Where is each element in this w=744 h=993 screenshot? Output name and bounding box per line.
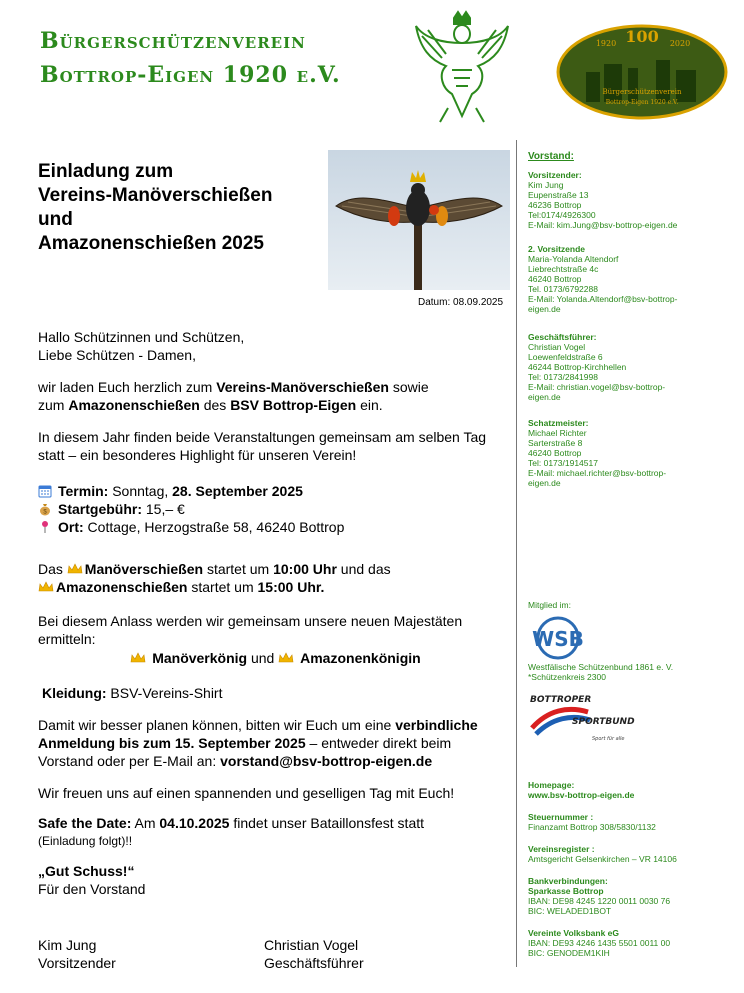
bank-iban: IBAN: DE98 4245 1220 0011 0030 76 [528, 896, 671, 906]
heading-line: Einladung zum [38, 161, 174, 182]
board-vice [528, 244, 738, 314]
greeting [38, 328, 513, 364]
bank-name: Vereinte Volksbank eG [528, 928, 620, 938]
location-value: Cottage, Herzogstraße 58, 46240 Bottrop [83, 519, 345, 535]
bank-label: Bankverbindungen: [528, 876, 608, 886]
contact-email: vorstand@bsv-bottrop-eigen.de [220, 753, 433, 769]
crown-icon [278, 652, 294, 664]
king-title: Manöverkönig [152, 650, 248, 666]
jubilee-club-line1: Bürgerschützenverein [602, 88, 682, 96]
event-name: Vereins-Manöverschießen [216, 379, 389, 395]
register-block [528, 844, 738, 864]
eagle-crest-icon [412, 8, 512, 126]
signature-gf [264, 936, 464, 972]
dress-code [42, 684, 517, 702]
event-name: Amazonenschießen [68, 397, 200, 413]
bank-bic: BIC: WELADED1BOT [528, 906, 612, 916]
text: Bei diesem Anlass werden wir gemeinsam unsere neuen Majestäten [38, 613, 463, 629]
contact-line: Tel: 0173/2841998 [528, 372, 598, 382]
text: (Einladung folgt)!! [38, 834, 133, 848]
termin-date: 28. September 2025 [172, 483, 303, 499]
invitation-heading [38, 160, 328, 256]
signer-role: Vorsitzender [38, 955, 116, 971]
jubilee-logo-icon [556, 24, 728, 120]
heading-line: und [38, 209, 73, 230]
bank-name: Sparkasse Bottrop [528, 886, 604, 896]
sportbund-top-text: BOTTROPER [530, 695, 592, 705]
crown-icon [38, 581, 54, 593]
text: des [199, 397, 231, 413]
signature-chair [38, 936, 238, 972]
contact-email: E-Mail: Yolanda.Altendorf@bsv-bottrop- [528, 294, 678, 304]
club-name-line2: Bottrop-Eigen 1920 e.V. [40, 62, 341, 88]
bank2-block [528, 928, 738, 958]
column-divider [516, 140, 517, 967]
text: zum [38, 397, 69, 413]
contact-line: Loewenfeldstraße 6 [528, 352, 603, 362]
text: wir laden Euch herzlich zum [38, 379, 217, 395]
bank-iban: IBAN: DE93 4246 1435 5501 0011 00 [528, 938, 671, 948]
text: Für den Vorstand [38, 881, 146, 897]
contact-line: Michael Richter [528, 428, 587, 438]
std-date: 04.10.2025 [159, 815, 230, 831]
text: Damit wir besser planen können, bitten wir Euch um eine [38, 717, 396, 733]
contact-line: 46236 Bottrop [528, 200, 582, 210]
contact-email: eigen.de [528, 478, 561, 488]
text: und [247, 650, 279, 666]
signer-name: Kim Jung [38, 937, 97, 953]
text: Am [131, 815, 160, 831]
majesty-titles [38, 650, 513, 666]
contact-email: E-Mail: kim.Jung@bsv-bottrop-eigen.de [528, 220, 678, 230]
fee-value: 15,– € [142, 501, 185, 517]
register-label: Vereinsregister : [528, 844, 595, 854]
signer-role: Geschäftsführer [264, 955, 364, 971]
board-chair [528, 170, 738, 230]
text: sowie [388, 379, 429, 395]
same-day-paragraph [38, 428, 513, 464]
board-title [528, 152, 738, 162]
contact-line: Tel:0174/4926300 [528, 210, 596, 220]
sportbund-tagline: Sport für alle [592, 736, 625, 742]
jubilee-year-start: 1920 [595, 39, 617, 48]
contact-email: E-Mail: michael.richter@bsv-bottrop- [528, 468, 667, 478]
tax-block [528, 812, 738, 832]
contact-line: Maria-Yolanda Altendorf [528, 254, 619, 264]
association-name: Westfälische Schützenbund 1861 e. V. [528, 662, 674, 672]
pushpin-icon [38, 520, 52, 534]
text: statt – ein besonderes Highlight für unseren Verein! [38, 447, 357, 463]
association-district: *Schützenkreis 2300 [528, 672, 606, 682]
dress-value: BSV-Vereins-Shirt [106, 685, 223, 701]
heading-line: Amazonenschießen 2025 [38, 233, 264, 254]
location-label: Ort: [58, 519, 84, 535]
homepage-url: www.bsv-bottrop-eigen.de [528, 790, 635, 800]
money-bag-icon [38, 502, 52, 516]
closing-phrase: „Gut Schuss!“ [38, 863, 135, 879]
text: ermitteln: [38, 631, 96, 647]
registration-paragraph [38, 716, 513, 770]
register-number: Amtsgericht Gelsenkirchen – VR 14106 [528, 854, 677, 864]
contact-email: E-Mail: christian.vogel@bsv-bottrop- [528, 382, 666, 392]
letter-date: Datum: 08.09.2025 [418, 297, 504, 308]
tax-label: Steuernummer : [528, 812, 594, 822]
text: und das [336, 561, 391, 577]
start-times [38, 560, 513, 596]
text: startet um [187, 579, 258, 595]
wsb-logo-text: WSB [532, 627, 584, 651]
sidebar-title: Vorstand: [528, 151, 574, 162]
member-of-label: Mitglied im: [528, 600, 571, 610]
queen-title: Amazonenkönigin [300, 650, 421, 666]
wsb-logo-icon [528, 614, 588, 662]
text: Das [38, 561, 67, 577]
tax-number: Finanzamt Bottrop 308/5830/1132 [528, 822, 656, 832]
bank-block [528, 876, 738, 916]
start-time: 10:00 Uhr [273, 561, 337, 577]
std-label: Safe the Date: [38, 815, 132, 831]
role-label: 2. Vorsitzende [528, 244, 585, 254]
save-the-date [38, 814, 513, 850]
homepage-block [528, 780, 738, 800]
text: Sonntag, [108, 483, 173, 499]
crown-icon [130, 652, 146, 664]
calendar-icon [38, 484, 52, 498]
deadline: Anmeldung bis zum 15. September 2025 [38, 735, 306, 751]
text: Vorstand oder per E-Mail an: [38, 753, 221, 769]
contact-line: Tel: 0173/1914517 [528, 458, 598, 468]
event-name: Manöverschießen [84, 561, 204, 577]
sportbund-logo-icon [528, 692, 658, 746]
bank-bic: BIC: GENODEM1KIH [528, 948, 610, 958]
club-name-line1: Bürgerschützenverein [40, 28, 306, 54]
contact-line: Kim Jung [528, 180, 564, 190]
contact-line: Eupenstraße 13 [528, 190, 589, 200]
contact-line: Tel. 0173/6792288 [528, 284, 598, 294]
contact-line: 46240 Bottrop [528, 274, 582, 284]
club-name: BSV Bottrop-Eigen [230, 397, 357, 413]
greeting-line: Liebe Schützen - Damen, [38, 347, 196, 363]
wsb-info [528, 662, 738, 682]
text-bold: verbindliche [395, 717, 478, 733]
role-label: Geschäftsführer: [528, 332, 597, 342]
greeting-line: Hallo Schützinnen und Schützen, [38, 329, 245, 345]
text: – entweder direkt beim [305, 735, 452, 751]
text: findet unser Bataillonsfest statt [229, 815, 425, 831]
heading-line: Vereins-Manöverschießen [38, 185, 273, 206]
jubilee-year-end: 2020 [669, 39, 691, 48]
wooden-bird-photo [328, 150, 510, 290]
board-treasurer [528, 418, 738, 488]
text: ein. [356, 397, 383, 413]
board-gf [528, 332, 738, 402]
dress-label: Kleidung: [42, 685, 107, 701]
crown-icon [67, 563, 83, 575]
signer-name: Christian Vogel [264, 937, 359, 953]
contact-line: Liebrechtstraße 4c [528, 264, 599, 274]
jubilee-number: 100 [625, 27, 659, 46]
majesty-paragraph [38, 612, 513, 648]
contact-email: eigen.de [528, 392, 561, 402]
text: startet um [203, 561, 274, 577]
role-label: Schatzmeister: [528, 418, 589, 428]
closing [38, 862, 513, 898]
start-time: 15:00 Uhr. [257, 579, 325, 595]
event-name: Amazonenschießen [56, 579, 188, 595]
event-details [38, 482, 513, 536]
svg-text:$: $ [43, 509, 47, 516]
fee-label: Startgebühr: [58, 501, 142, 517]
jubilee-club-line2: Bottrop-Eigen 1920 e.V. [605, 99, 679, 106]
text: In diesem Jahr finden beide Veranstaltungen gemeinsam am selben Tag [38, 429, 487, 445]
role-label: Vorsitzender: [528, 170, 582, 180]
contact-line: Sarterstraße 8 [528, 438, 583, 448]
contact-line: 46240 Bottrop [528, 448, 582, 458]
contact-email: eigen.de [528, 304, 561, 314]
looking-forward: Wir freuen uns auf einen spannenden und geselligen Tag mit Euch! [38, 785, 455, 801]
homepage-label: Homepage: [528, 780, 575, 790]
intro-paragraph [38, 378, 513, 414]
sportbund-main-text: SPORTBUND [572, 717, 635, 727]
contact-line: Christian Vogel [528, 342, 586, 352]
contact-line: 46244 Bottrop-Kirchhellen [528, 362, 627, 372]
termin-label: Termin: [58, 483, 109, 499]
